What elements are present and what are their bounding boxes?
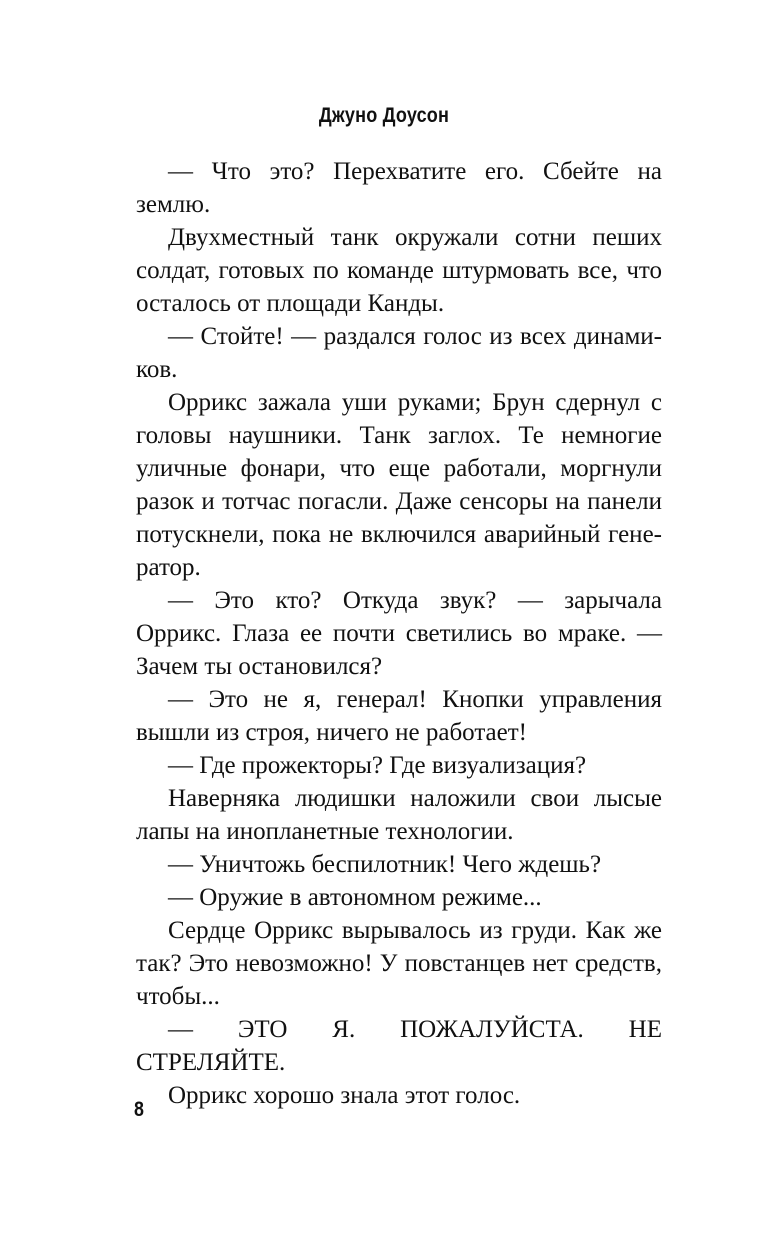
- paragraph: — ЭТО Я. ПОЖАЛУЙСТА. НЕ СТРЕЛЯЙТЕ.: [136, 1016, 662, 1076]
- paragraph: — Где прожекторы? Где визуализация?: [168, 752, 587, 779]
- paragraph: — Стойте! — раздался голос из всех динамиков.: [136, 323, 662, 383]
- paragraph: Двухместный танк окружали сотни пеших солдат, готовых по команде штурмовать все, что осталось от площади Канды.: [136, 224, 662, 317]
- paragraph: Сердце Оррикс вырывалось из груди. Как же так? Это невозможно! У повстанцев нет средств, чтобы...: [136, 917, 662, 1010]
- paragraph: — Оружие в автономном режиме...: [168, 884, 542, 911]
- paragraph: — Это кто? Откуда звук? — зарычала Оррикс. Глаза ее почти светились во мраке. — Зачем ты остановился?: [136, 587, 662, 680]
- paragraph: Наверняка людишки наложили свои лысые лапы на инопланетные технологии.: [136, 785, 662, 845]
- running-title: Джуно Доусон: [318, 104, 450, 127]
- paragraph: — Уничтожь беспилотник! Чего ждешь?: [168, 851, 602, 878]
- paragraph: — Что это? Перехватите его. Сбейте на землю.: [136, 158, 662, 218]
- page-number: 8: [134, 1098, 144, 1121]
- page-text: [136, 155, 662, 1112]
- paragraph: Оррикс зажала уши руками; Брун сдернул с головы наушники. Танк заглох. Те немногие уличные фонари, что еще работали, моргнули разок и тотчас погасли. Даже сенсоры на панели потускнели, пока не включился аварийный генератор.: [136, 389, 662, 581]
- paragraph: Оррикс хорошо знала этот голос.: [168, 1082, 521, 1109]
- paragraph: — Это не я, генерал! Кнопки управления вышли из строя, ничего не работает!: [136, 686, 662, 746]
